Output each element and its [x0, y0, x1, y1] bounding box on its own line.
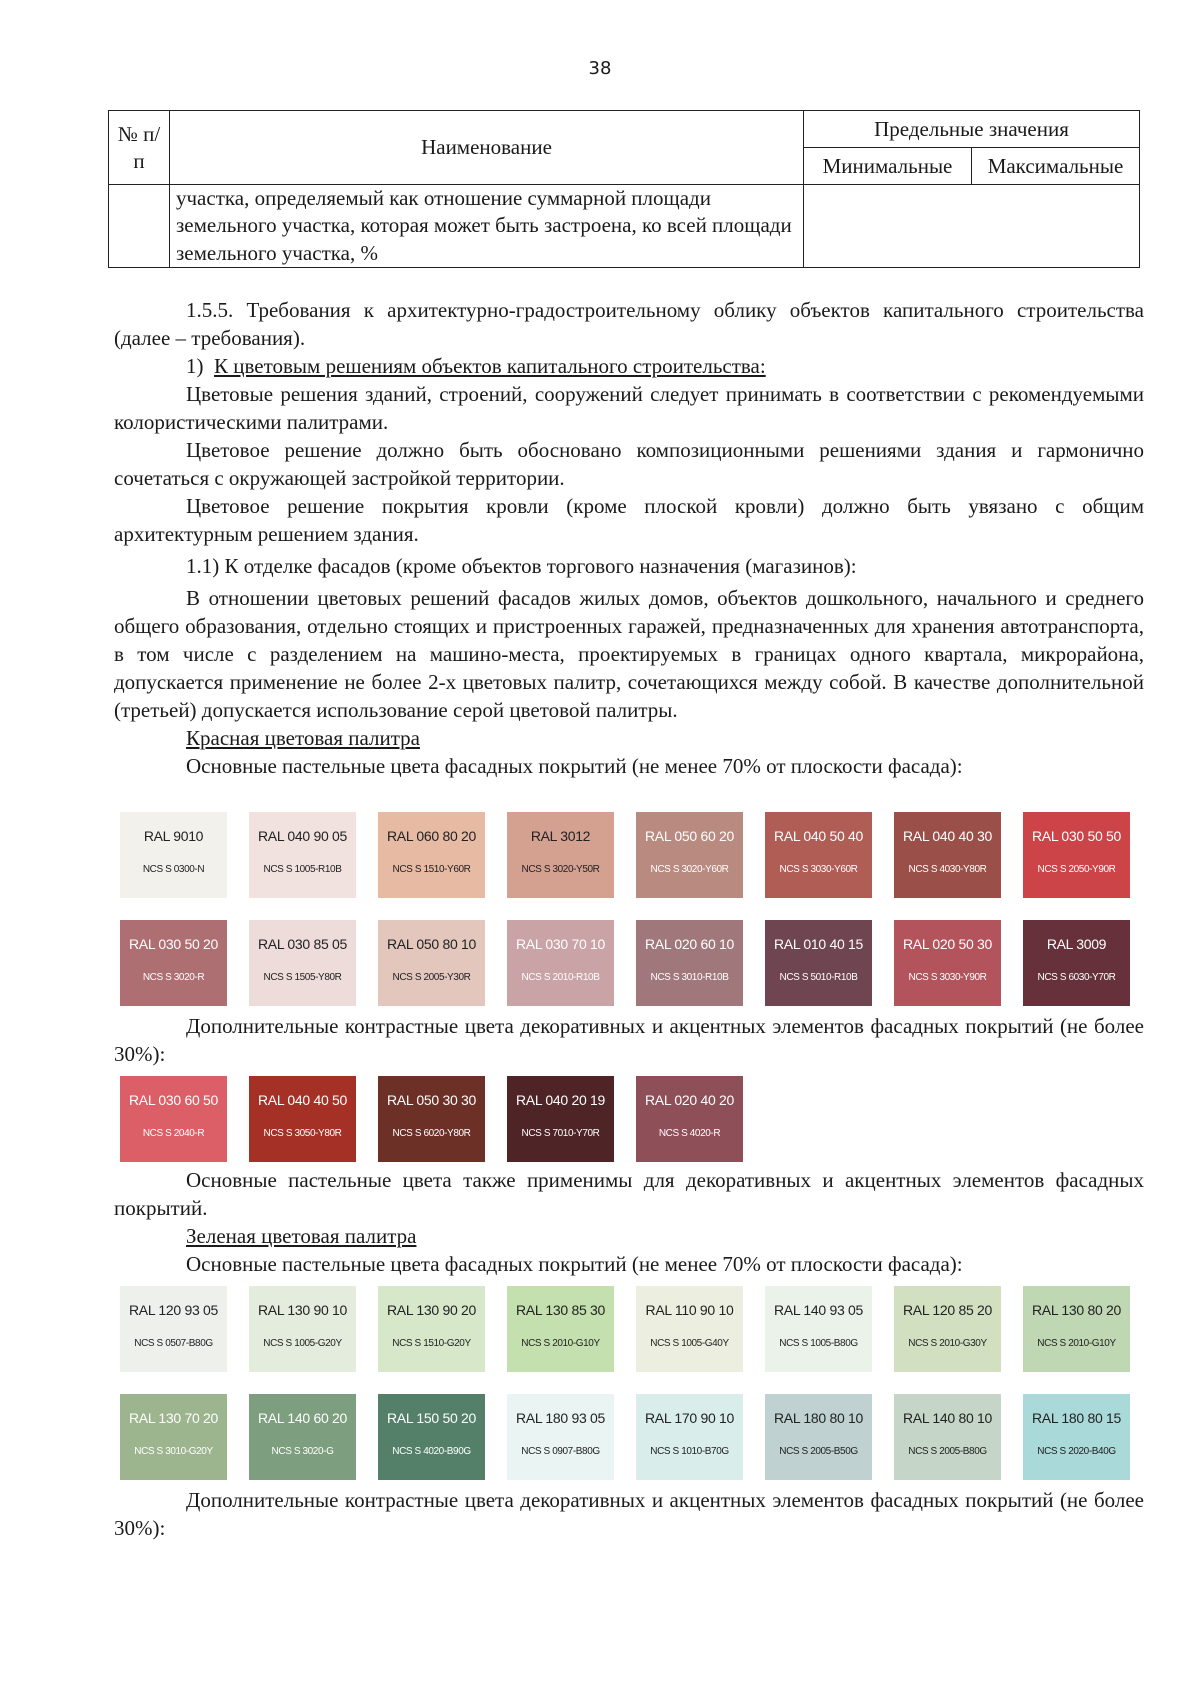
ncs-code: NCS S 3020-G — [271, 1446, 334, 1457]
ral-code: RAL 170 90 10 — [645, 1410, 734, 1426]
table-cell-number — [109, 185, 170, 268]
column-min-header: Минимальные — [804, 148, 972, 185]
color-swatch — [894, 1394, 1001, 1480]
requirements-section — [114, 296, 1144, 780]
ncs-code: NCS S 1005-G20Y — [263, 1338, 342, 1349]
ncs-code: NCS S 2010-G30Y — [908, 1338, 987, 1349]
color-swatch — [120, 812, 227, 898]
table-cell-name: участка, определяемый как отношение суммарной площади земельного участка, которая может быть застроена, ко всей площади земельного участка, % — [170, 185, 804, 268]
ral-code: RAL 180 93 05 — [516, 1410, 605, 1426]
ral-code: RAL 9010 — [143, 828, 204, 844]
ncs-code: NCS S 2020-B40G — [1037, 1446, 1116, 1457]
ncs-code: NCS S 4020-R — [658, 1128, 721, 1139]
red-extra-caption: Дополнительные контрастные цвета декоративных и акцентных элементов фасадных покрытий (не более 30%): — [114, 1014, 1144, 1066]
ral-code: RAL 040 40 50 — [258, 1092, 347, 1108]
ncs-code: NCS S 2005-B80G — [908, 1446, 987, 1457]
color-swatch — [765, 1286, 872, 1372]
paragraph-requirements: 1.5.5. Требования к архитектурно-градостроительному облику объектов капитального строительства (далее – требования). — [114, 298, 1144, 350]
color-swatch — [894, 920, 1001, 1006]
ncs-code: NCS S 1005-B80G — [779, 1338, 858, 1349]
green-extra-caption-block — [114, 1486, 1144, 1542]
table-cell-values — [804, 185, 1140, 268]
green-section — [114, 1166, 1144, 1278]
ral-code: RAL 030 50 50 — [1032, 828, 1121, 844]
color-swatch — [1023, 920, 1130, 1006]
color-swatch — [120, 1076, 227, 1162]
color-swatch — [249, 1394, 356, 1480]
color-swatch — [378, 920, 485, 1006]
column-number-header: № п/п — [109, 111, 170, 185]
color-swatch — [378, 1394, 485, 1480]
paragraph-color-heading — [114, 352, 1144, 380]
ral-code: RAL 020 60 10 — [645, 936, 734, 952]
ncs-code: NCS S 1005-G40Y — [650, 1338, 729, 1349]
ral-code: RAL 020 40 20 — [645, 1092, 734, 1108]
ncs-code: NCS S 4020-B90G — [392, 1446, 471, 1457]
ncs-code: NCS S 3020-Y60R — [650, 864, 729, 875]
color-swatch — [507, 1076, 614, 1162]
color-swatch — [507, 812, 614, 898]
ral-code: RAL 030 70 10 — [516, 936, 605, 952]
ral-code: RAL 130 80 20 — [1032, 1302, 1121, 1318]
paragraph-facade-rules: В отношении цветовых решений фасадов жилых домов, объектов дошкольного, начального и среднего общего образования, отдельно стоящих и пристроенных гаражей, предназначенных для хранения автотранспорта, в том числе с разделением на машино-места, проектируемых в границах одного квартала, микрорайона, допускается применение не более 2-х цветовых палитр, сочетающихся между собой. В качестве дополнительной (третьей) допускается использование серой цветовой палитры. — [114, 586, 1144, 722]
color-swatch — [636, 1076, 743, 1162]
ncs-code: NCS S 0507-B80G — [134, 1338, 213, 1349]
paragraph-composition: Цветовое решение должно быть обосновано композиционными решениями здания и гармонично сочетаться с окружающей застройкой территории. — [114, 438, 1144, 490]
red-extra-caption-block — [114, 1012, 1144, 1068]
paragraph-facade-finish: 1.1) К отделке фасадов (кроме объектов торгового назначения (магазинов): — [186, 554, 857, 578]
ral-code: RAL 140 60 20 — [258, 1410, 347, 1426]
ncs-code: NCS S 1005-R10B — [263, 864, 342, 875]
ral-code: RAL 120 85 20 — [903, 1302, 992, 1318]
ral-code: RAL 050 30 30 — [387, 1092, 476, 1108]
ral-code: RAL 140 93 05 — [774, 1302, 863, 1318]
ral-code: RAL 030 60 50 — [129, 1092, 218, 1108]
red-palette-heading: Красная цветовая палитра — [186, 726, 420, 750]
color-swatch — [249, 1286, 356, 1372]
color-solutions-heading: К цветовым решениям объектов капитального строительства: — [214, 354, 766, 378]
color-swatch — [636, 1286, 743, 1372]
green-main-caption: Основные пастельные цвета фасадных покрытий (не менее 70% от плоскости фасада): — [186, 1252, 963, 1276]
limits-table — [108, 110, 1140, 268]
ncs-code: NCS S 3020-R — [142, 972, 205, 983]
color-swatch — [507, 1286, 614, 1372]
color-swatch — [1023, 1286, 1130, 1372]
color-swatch — [378, 1286, 485, 1372]
color-swatch — [1023, 812, 1130, 898]
ncs-code: NCS S 3020-Y50R — [521, 864, 600, 875]
ncs-code: NCS S 1010-B70G — [650, 1446, 729, 1457]
color-swatch — [507, 1394, 614, 1480]
ral-code: RAL 130 90 10 — [258, 1302, 347, 1318]
ral-code: RAL 040 20 19 — [516, 1092, 605, 1108]
ral-code: RAL 020 50 30 — [903, 936, 992, 952]
ral-code: RAL 3009 — [1046, 936, 1107, 952]
ncs-code: NCS S 1510-Y60R — [392, 864, 471, 875]
paragraph-palettes: Цветовые решения зданий, строений, сооружений следует принимать в соответствии с рекомендуемыми колористическими палитрами. — [114, 382, 1144, 434]
ncs-code: NCS S 1505-Y80R — [263, 972, 342, 983]
column-max-header: Максимальные — [972, 148, 1140, 185]
color-swatch — [249, 1076, 356, 1162]
red-main-row1 — [120, 812, 1140, 898]
color-swatch — [894, 1286, 1001, 1372]
color-swatch — [249, 920, 356, 1006]
red-extra-row — [120, 1076, 1140, 1162]
ncs-code: NCS S 0300-N — [142, 864, 205, 875]
green-main-row1 — [120, 1286, 1140, 1372]
ral-code: RAL 040 90 05 — [258, 828, 347, 844]
ncs-code: NCS S 3010-G20Y — [134, 1446, 213, 1457]
ral-code: RAL 040 50 40 — [774, 828, 863, 844]
color-swatch — [636, 812, 743, 898]
ncs-code: NCS S 4030-Y80R — [908, 864, 987, 875]
ral-code: RAL 140 80 10 — [903, 1410, 992, 1426]
color-swatch — [636, 1394, 743, 1480]
ncs-code: NCS S 2010-R10B — [521, 972, 600, 983]
column-name-header: Наименование — [170, 111, 804, 185]
color-swatch — [378, 812, 485, 898]
ncs-code: NCS S 6020-Y80R — [392, 1128, 471, 1139]
paragraph-roof: Цветовое решение покрытия кровли (кроме плоской кровли) должно быть увязано с общим архитектурным решением здания. — [114, 494, 1144, 546]
ral-code: RAL 030 50 20 — [129, 936, 218, 952]
ral-code: RAL 040 40 30 — [903, 828, 992, 844]
green-extra-caption: Дополнительные контрастные цвета декоративных и акцентных элементов фасадных покрытий (не более 30%): — [114, 1488, 1144, 1540]
ncs-code: NCS S 2010-G10Y — [1037, 1338, 1116, 1349]
ncs-code: NCS S 2040-R — [142, 1128, 205, 1139]
color-swatch — [120, 1286, 227, 1372]
green-main-row2 — [120, 1394, 1140, 1480]
page-number: 38 — [588, 58, 612, 79]
ral-code: RAL 030 85 05 — [258, 936, 347, 952]
ral-code: RAL 060 80 20 — [387, 828, 476, 844]
ral-code: RAL 130 70 20 — [129, 1410, 218, 1426]
ral-code: RAL 180 80 10 — [774, 1410, 863, 1426]
column-limits-header: Предельные значения — [804, 111, 1140, 148]
color-swatch — [894, 812, 1001, 898]
ncs-code: NCS S 3050-Y80R — [263, 1128, 342, 1139]
ncs-code: NCS S 7010-Y70R — [521, 1128, 600, 1139]
color-swatch — [1023, 1394, 1130, 1480]
ral-code: RAL 3012 — [530, 828, 591, 844]
ncs-code: NCS S 0907-B80G — [521, 1446, 600, 1457]
color-swatch — [765, 920, 872, 1006]
ncs-code: NCS S 3010-R10B — [650, 972, 729, 983]
ncs-code: NCS S 1510-G20Y — [392, 1338, 471, 1349]
ral-code: RAL 150 50 20 — [387, 1410, 476, 1426]
color-swatch — [249, 812, 356, 898]
ral-code: RAL 120 93 05 — [129, 1302, 218, 1318]
color-swatch — [507, 920, 614, 1006]
red-note: Основные пастельные цвета также применимы для декоративных и акцентных элементов фасадных покрытий. — [114, 1168, 1144, 1220]
ncs-code: NCS S 6030-Y70R — [1037, 972, 1116, 983]
red-main-row2 — [120, 920, 1140, 1006]
ral-code: RAL 130 85 30 — [516, 1302, 605, 1318]
ral-code: RAL 130 90 20 — [387, 1302, 476, 1318]
ncs-code: NCS S 3030-Y60R — [779, 864, 858, 875]
green-palette-heading: Зеленая цветовая палитра — [186, 1224, 417, 1248]
ncs-code: NCS S 2005-B50G — [779, 1446, 858, 1457]
ncs-code: NCS S 3030-Y90R — [908, 972, 987, 983]
ncs-code: NCS S 2050-Y90R — [1037, 864, 1116, 875]
color-swatch — [765, 812, 872, 898]
ral-code: RAL 010 40 15 — [774, 936, 863, 952]
red-main-caption: Основные пастельные цвета фасадных покрытий (не менее 70% от плоскости фасада): — [186, 754, 963, 778]
color-swatch — [378, 1076, 485, 1162]
ncs-code: NCS S 5010-R10B — [779, 972, 858, 983]
ral-code: RAL 110 90 10 — [645, 1302, 734, 1318]
color-swatch — [120, 920, 227, 1006]
color-swatch — [636, 920, 743, 1006]
heading-number: 1) — [186, 354, 204, 378]
ral-code: RAL 050 80 10 — [387, 936, 476, 952]
ral-code: RAL 050 60 20 — [645, 828, 734, 844]
color-swatch — [765, 1394, 872, 1480]
ral-code: RAL 180 80 15 — [1032, 1410, 1121, 1426]
ncs-code: NCS S 2010-G10Y — [521, 1338, 600, 1349]
color-swatch — [120, 1394, 227, 1480]
ncs-code: NCS S 2005-Y30R — [392, 972, 471, 983]
